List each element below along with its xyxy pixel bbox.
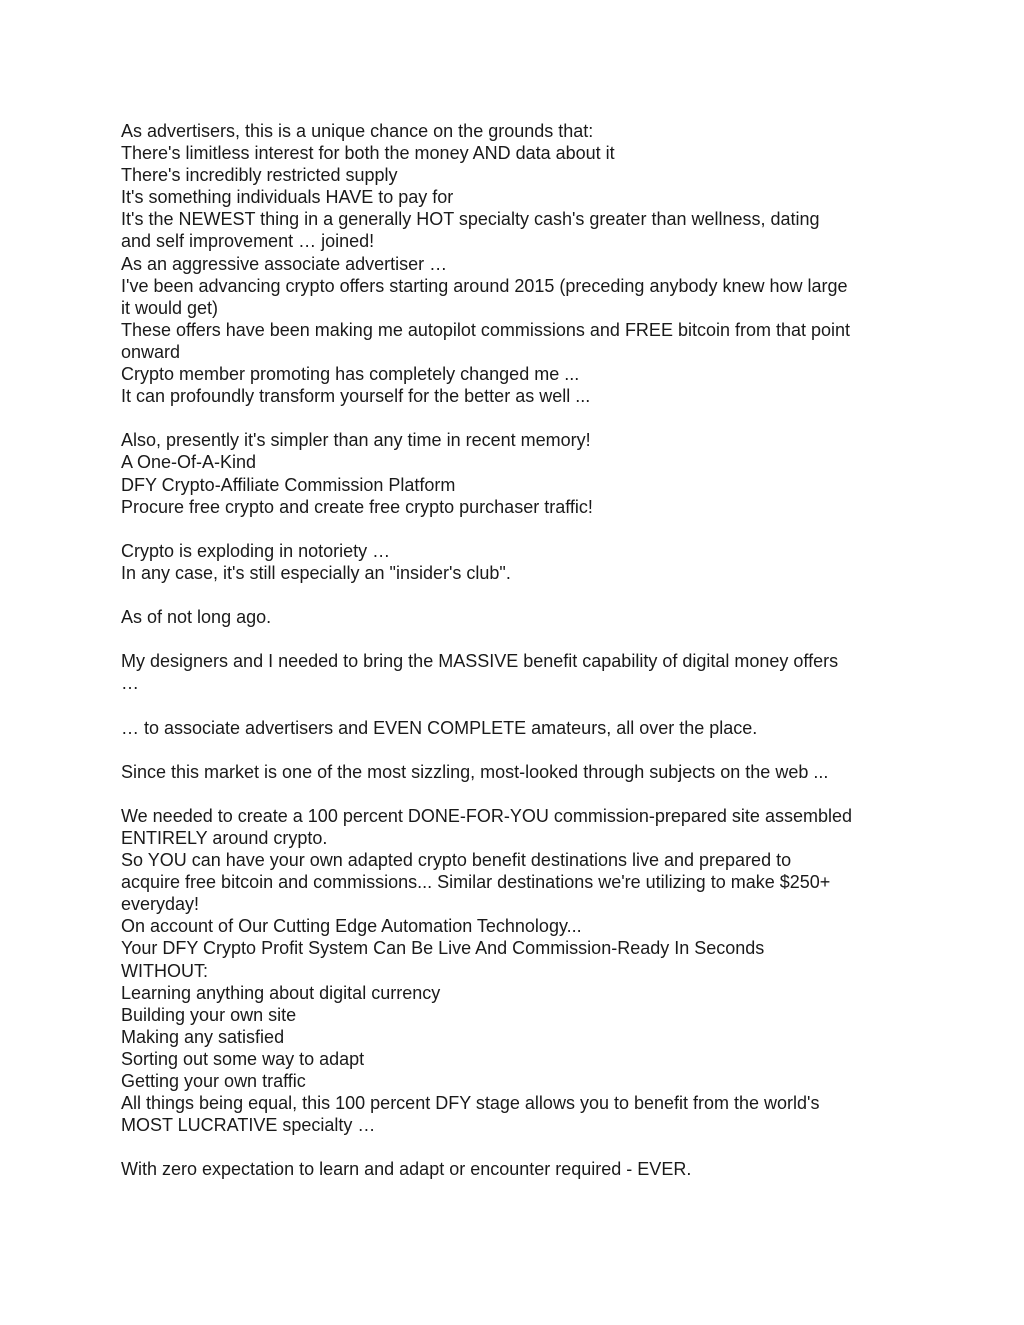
- blank-line: [121, 518, 921, 540]
- text-line: Since this market is one of the most sizzling, most-looked through subjects on the web ...: [121, 761, 829, 782]
- text-line: Getting your own traffic: [121, 1071, 306, 1092]
- text-line: acquire free bitcoin and commissions... Similar destinations we're utilizing to make $250+: [121, 872, 831, 893]
- text-line: DFY Crypto-Affiliate Commission Platform: [121, 474, 456, 495]
- text-line: and self improvement … joined!: [121, 231, 375, 252]
- text-line: Making any satisfied: [121, 1026, 285, 1047]
- text-line: Building your own site: [121, 1004, 297, 1025]
- text-line: My designers and I needed to bring the MASSIVE benefit capability of digital money offers: [121, 651, 839, 672]
- text-line: ENTIRELY around crypto.: [121, 828, 328, 848]
- text-line: Crypto member promoting has completely changed me ...: [121, 364, 580, 385]
- text-line: Sorting out some way to adapt: [121, 1048, 365, 1069]
- text-line: It's the NEWEST thing in a generally HOT specialty cash's greater than wellness, dating: [121, 209, 820, 230]
- text-line: …: [121, 673, 139, 694]
- text-line: With zero expectation to learn and adapt or encounter required - EVER.: [121, 1159, 692, 1180]
- text-line: everyday!: [121, 894, 200, 915]
- blank-line: [121, 739, 921, 761]
- text-line: We needed to create a 100 percent DONE-FOR-YOU commission-prepared site assembled: [121, 805, 852, 826]
- text-line: WITHOUT:: [121, 960, 208, 981]
- blank-line: [121, 628, 921, 650]
- text-line: There's incredibly restricted supply: [121, 165, 398, 186]
- text-line: As of not long ago.: [121, 607, 272, 628]
- text-line: A One-Of-A-Kind: [121, 452, 257, 473]
- text-line: Your DFY Crypto Profit System Can Be Live And Commission-Ready In Seconds: [121, 938, 765, 959]
- blank-line: [121, 584, 921, 606]
- text-line: I've been advancing crypto offers starting around 2015 (preceding anybody knew how large: [121, 275, 848, 296]
- text-line: So YOU can have your own adapted crypto benefit destinations live and prepared to: [121, 850, 792, 871]
- blank-line: [121, 694, 921, 716]
- blank-line: [121, 783, 921, 805]
- text-line: As advertisers, this is a unique chance on the grounds that:: [121, 121, 594, 141]
- document-body: [121, 120, 921, 1181]
- blank-line: [121, 1136, 921, 1158]
- text-line: MOST LUCRATIVE specialty …: [121, 1115, 376, 1136]
- text-line: … to associate advertisers and EVEN COMPLETE amateurs, all over the place.: [121, 717, 758, 738]
- text-line: All things being equal, this 100 percent DFY stage allows you to benefit from the world's: [121, 1093, 820, 1114]
- text-line: it would get): [121, 297, 219, 318]
- text-line: It's something individuals HAVE to pay for: [121, 187, 454, 208]
- text-line: Procure free crypto and create free crypto purchaser traffic!: [121, 496, 593, 517]
- text-line: On account of Our Cutting Edge Automation Technology...: [121, 916, 582, 937]
- text-line: As an aggressive associate advertiser …: [121, 253, 448, 274]
- blank-line: [121, 407, 921, 429]
- text-line: There's limitless interest for both the money AND data about it: [121, 143, 615, 164]
- text-line: Crypto is exploding in notoriety …: [121, 540, 391, 561]
- text-line: Learning anything about digital currency: [121, 982, 441, 1003]
- text-line: onward: [121, 341, 181, 362]
- text-line: In any case, it's still especially an "insider's club".: [121, 562, 511, 583]
- text-line: These offers have been making me autopilot commissions and FREE bitcoin from that point: [121, 319, 851, 340]
- text-line: It can profoundly transform yourself for the better as well ...: [121, 386, 591, 407]
- text-line: Also, presently it's simpler than any time in recent memory!: [121, 430, 591, 451]
